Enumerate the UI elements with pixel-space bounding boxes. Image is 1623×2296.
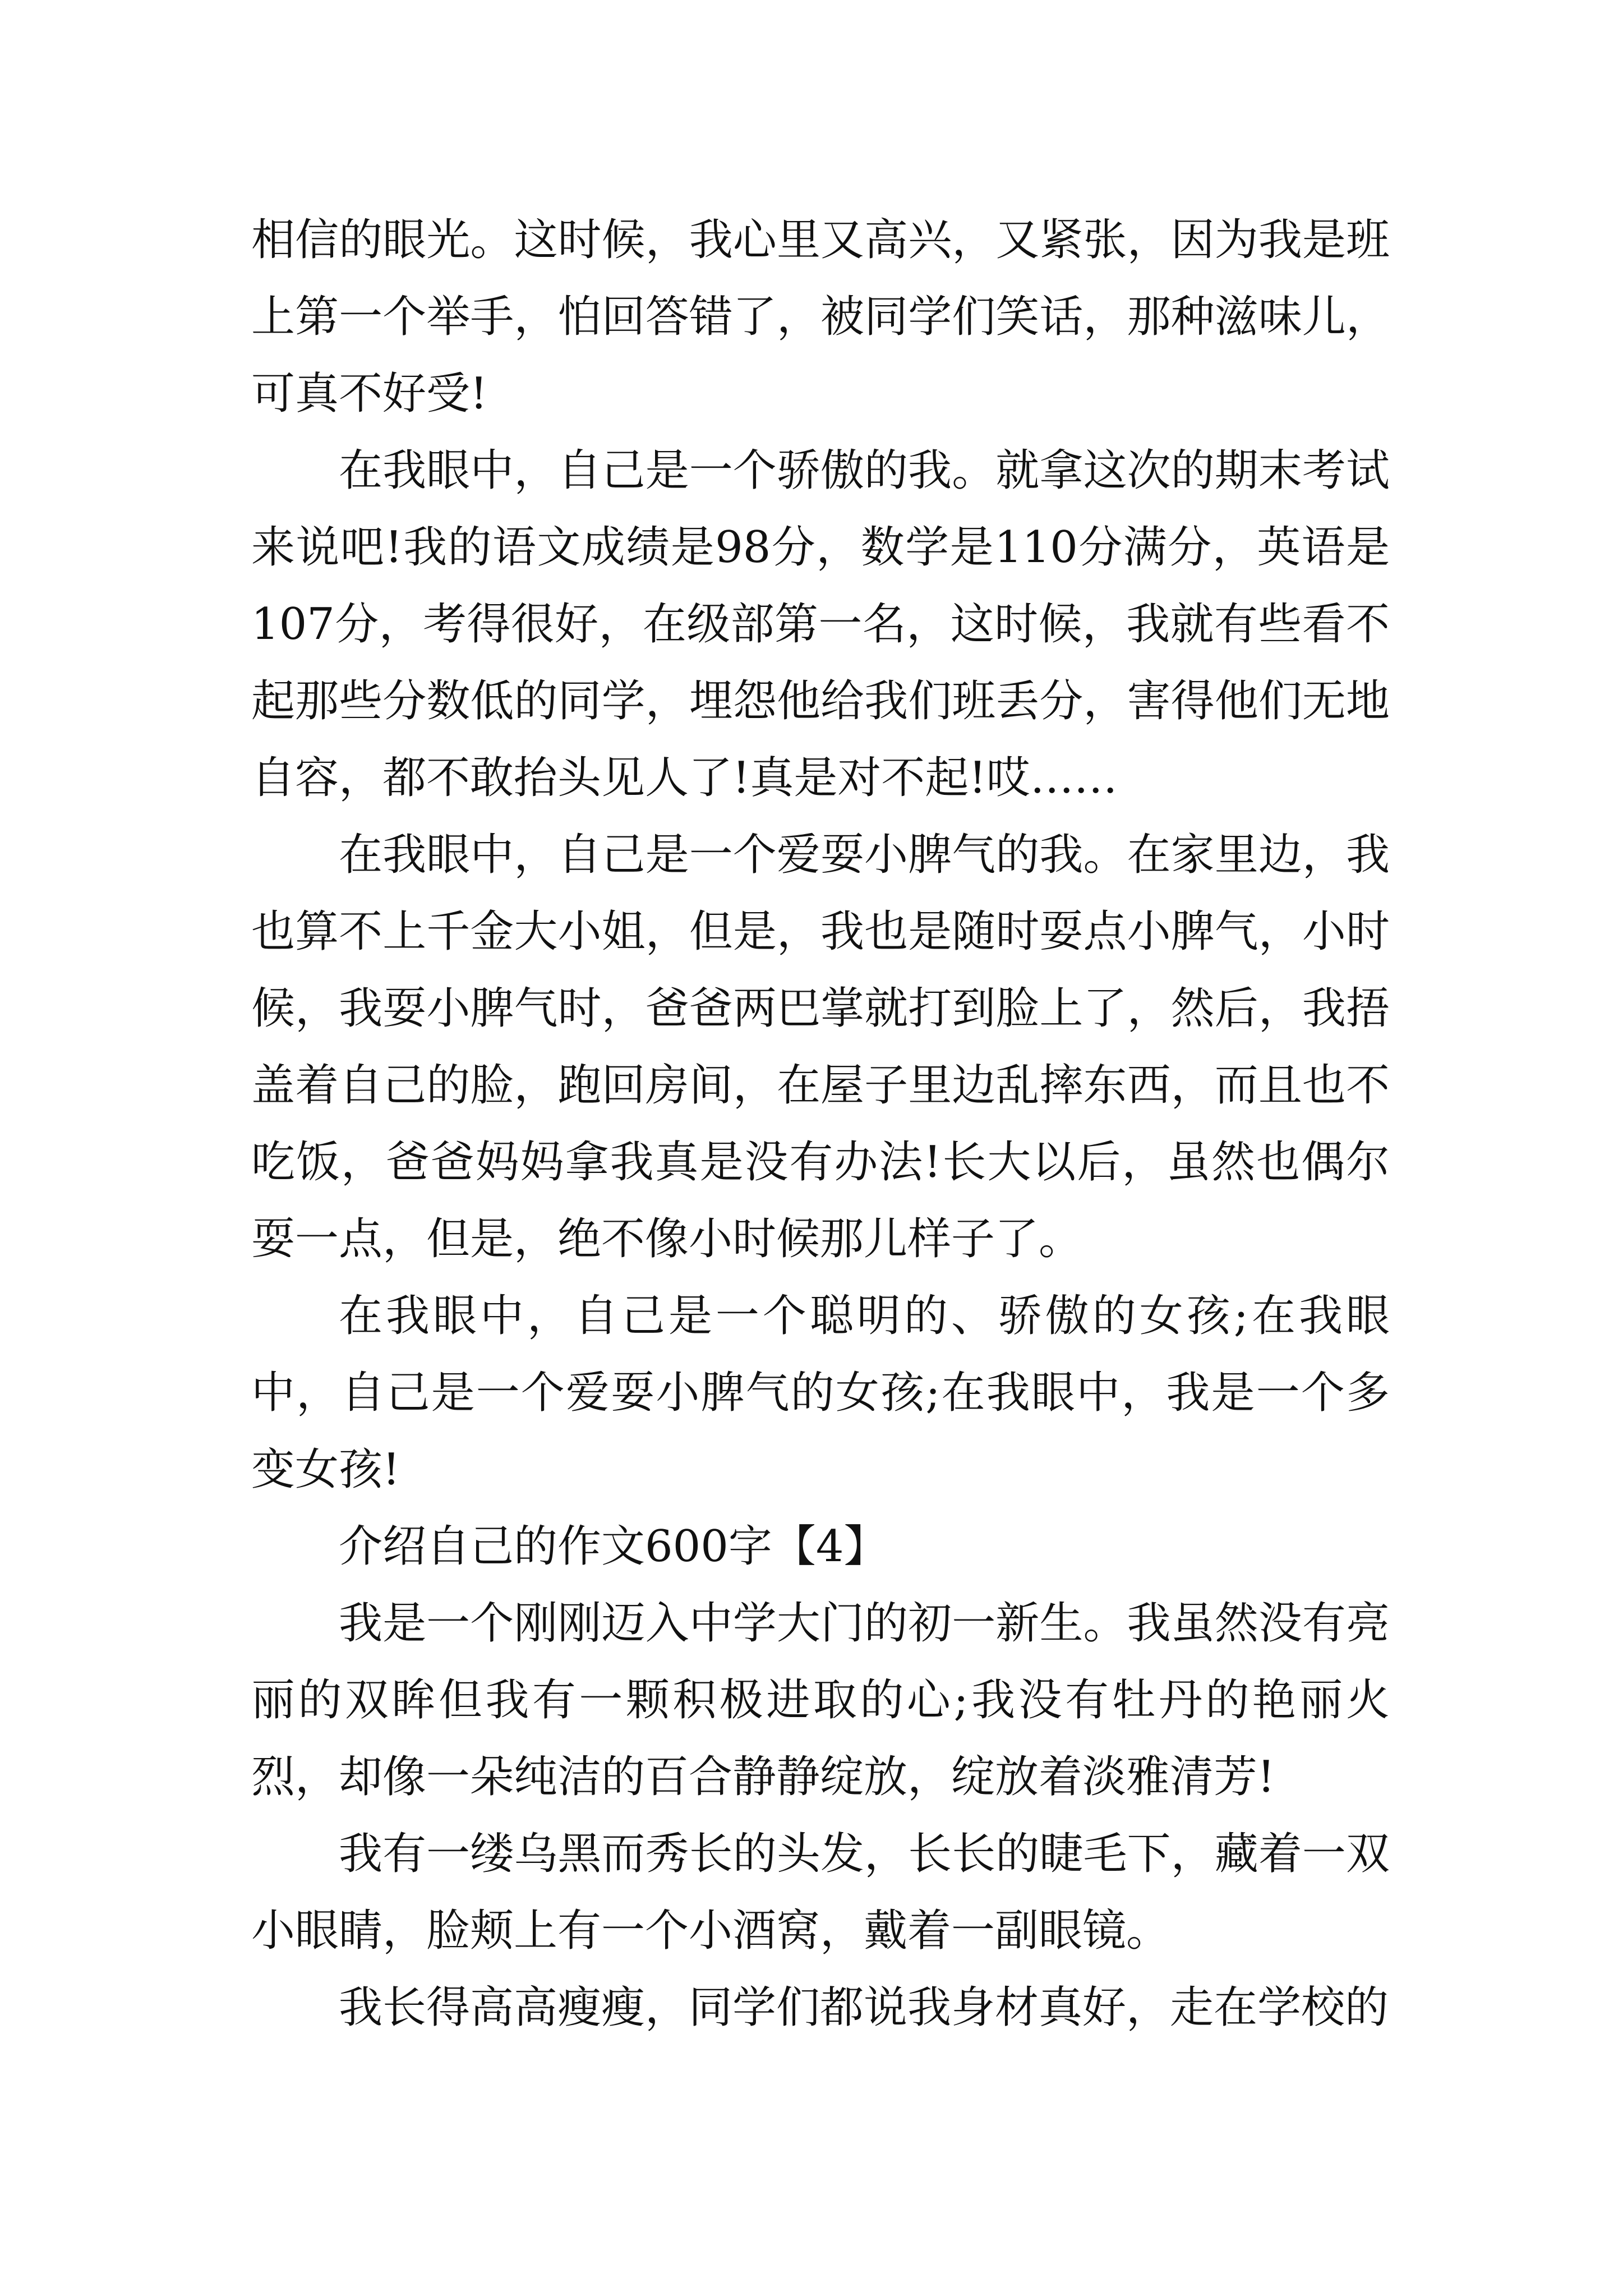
paragraph-temper: 在我眼中，自己是一个爱耍小脾气的我。在家里边，我也算不上千金大小姐，但是，我也是随时耍点小脾气，小时候，我耍小脾气时，爸爸两巴掌就打到脸上了，然后，我捂盖着自己的脸，跑回房间，在屋子里边乱摔东西，而且也不吃饭，爸爸妈妈拿我真是没有办法!长大以后，虽然也偶尔耍一点，但是，绝不像小时候那儿样子了。 <box>251 830 1390 1264</box>
paragraph-summary: 在我眼中，自己是一个聪明的、骄傲的女孩;在我眼中，自己是一个爱耍小脾气的女孩;在我眼中，我是一个多变女孩! <box>251 1291 1390 1495</box>
paragraph-proud: 在我眼中，自己是一个骄傲的我。就拿这次的期末考试来说吧!我的语文成绩是98分，数学是110分满分，英语是107分，考得很好，在级部第一名，这时候，我就有些看不起那些分数低的同学，埋怨他给我们班丢分，害得他们无地自容，都不敢抬头见人了!真是对不起!哎…… <box>251 445 1390 803</box>
paragraph-figure: 我长得高高瘦瘦，同学们都说我身材真好，走在学校的 <box>339 1982 1389 2033</box>
document-body <box>251 202 1390 2046</box>
paragraph-intro: 我是一个刚刚迈入中学大门的初一新生。我虽然没有亮丽的双眸但我有一颗积极进取的心;我没有牡丹的艳丽火烈，却像一朵纯洁的百合静静绽放，绽放着淡雅清芳! <box>251 1598 1390 1802</box>
paragraph-appearance: 我有一缕乌黑而秀长的头发，长长的睫毛下，藏着一双小眼睛，脸颊上有一个小酒窝，戴着一副眼镜。 <box>251 1829 1390 1956</box>
section-heading: 介绍自己的作文600字【4】 <box>339 1521 888 1572</box>
paragraph-continuation: 相信的眼光。这时候，我心里又高兴，又紧张，因为我是班上第一个举手，怕回答错了，被同学们笑话，那种滋味儿，可真不好受! <box>251 215 1390 419</box>
